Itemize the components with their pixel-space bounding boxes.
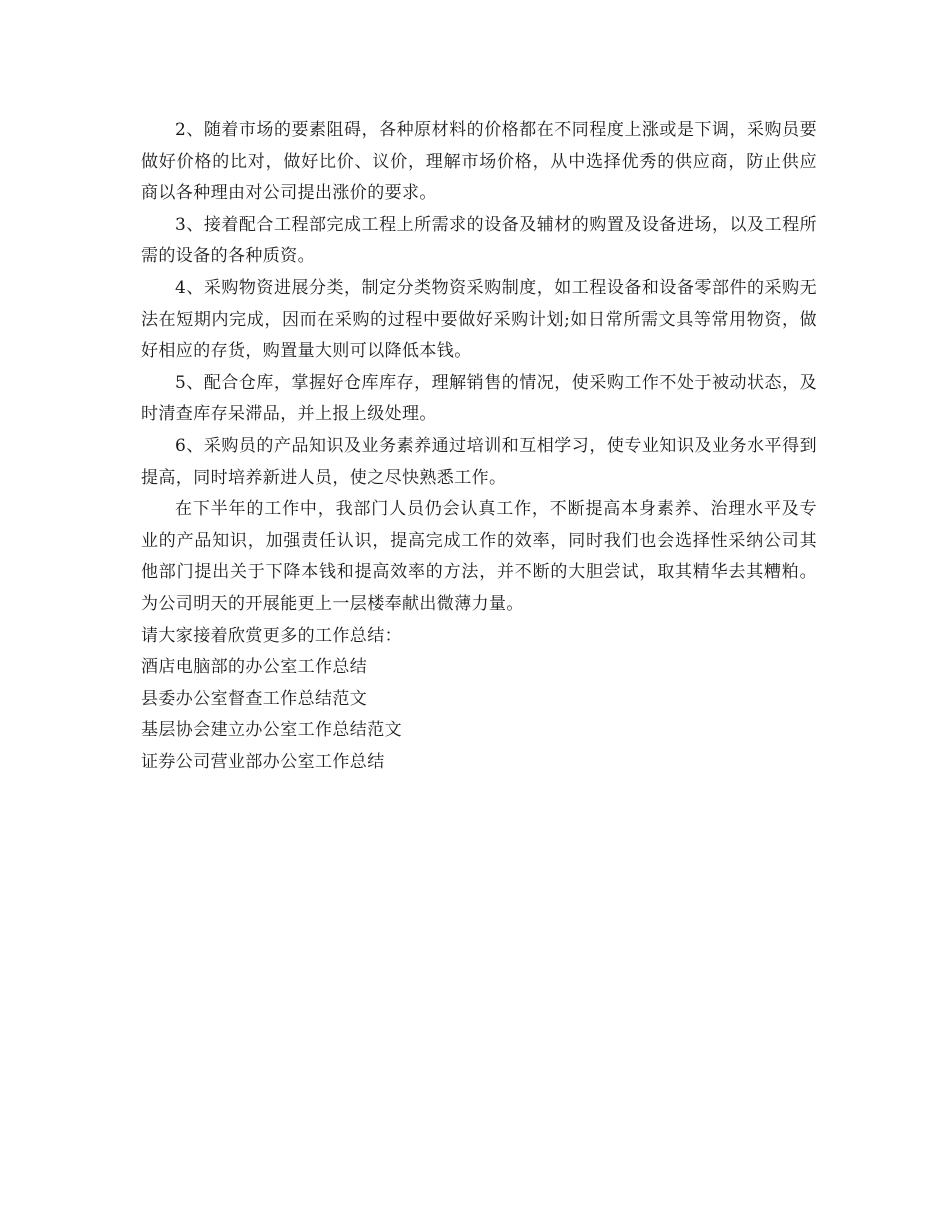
more-summaries-intro: 请大家接着欣赏更多的工作总结： xyxy=(141,625,402,646)
paragraph-item-5: 5、配合仓库，掌握好仓库库存，理解销售的情况，使采购工作不处于被动状态，及时清查库存呆滞品，并上报上级处理。 xyxy=(141,372,817,425)
related-link-grassroots-association[interactable]: 基层协会建立办公室工作总结范文 xyxy=(141,720,402,741)
paragraph-item-6: 6、采购员的产品知识及业务素养通过培训和互相学习，使专业知识及业务水平得到提高，同时培养新进人员，使之尽快熟悉工作。 xyxy=(141,435,817,488)
related-link-county-inspection[interactable]: 县委办公室督查工作总结范文 xyxy=(141,688,368,709)
related-link-securities-office[interactable]: 证券公司营业部办公室工作总结 xyxy=(141,751,385,772)
related-link-hotel-computer[interactable]: 酒店电脑部的办公室工作总结 xyxy=(141,657,368,678)
paragraph-item-2: 2、随着市场的要素阻碍，各种原材料的价格都在不同程度上涨或是下调，采购员要做好价格的比对，做好比价、议价，理解市场价格，从中选择优秀的供应商，防止供应商以各种理由对公司提出涨价的要求。 xyxy=(141,120,817,204)
paragraph-item-4: 4、采购物资进展分类，制定分类物资采购制度，如工程设备和设备零部件的采购无法在短期内完成，因而在采购的过程中要做好采购计划;如日常所需文具等常用物资，做好相应的存货，购置量大则可以降低本钱。 xyxy=(141,277,817,362)
paragraph-conclusion: 在下半年的工作中，我部门人员仍会认真工作，不断提高本身素养、治理水平及专业的产品知识，加强责任认识，提高完成工作的效率，同时我们也会选择性采纳公司其他部门提出关于下降本钱和提高效率的方法，并不断的大胆尝试，取其精华去其糟粕。为公司明天的开展能更上一层楼奉献出微薄力量。 xyxy=(141,499,817,614)
paragraph-item-3: 3、接着配合工程部完成工程上所需求的设备及辅材的购置及设备进场，以及工程所需的设备的各种质资。 xyxy=(141,214,817,267)
document-body xyxy=(141,115,817,778)
